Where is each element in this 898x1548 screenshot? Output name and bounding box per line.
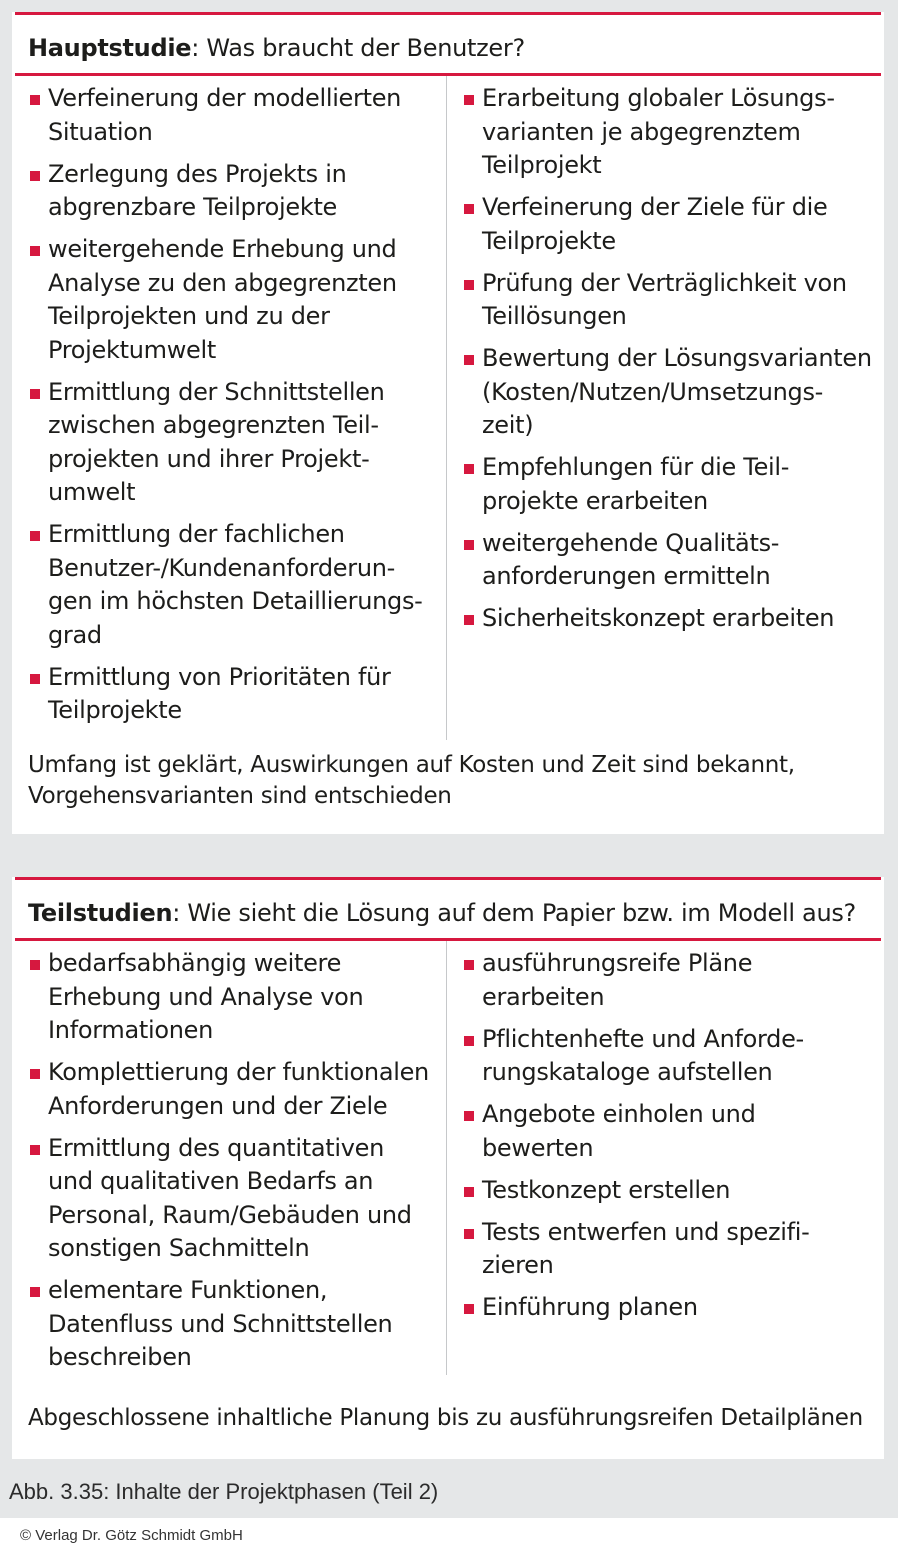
list-item-text: und qualitativen Bedarfs an bbox=[48, 1167, 374, 1195]
list-item-text: Angebote einholen und bbox=[482, 1100, 756, 1128]
panel-heading bbox=[28, 897, 856, 929]
square-bullet-icon bbox=[464, 960, 474, 970]
list-item-text: elementare Funktionen, bbox=[48, 1276, 328, 1304]
list-item-text: sonstigen Sachmitteln bbox=[48, 1234, 310, 1262]
list-item bbox=[462, 451, 872, 518]
top-accent-rule bbox=[15, 877, 881, 880]
list-item-text: umwelt bbox=[48, 478, 136, 506]
square-bullet-icon bbox=[464, 1304, 474, 1314]
heading-accent-rule bbox=[15, 938, 881, 941]
list-item-text: Projektumwelt bbox=[48, 335, 216, 364]
column-divider bbox=[446, 76, 447, 740]
heading-rest: : Wie sieht die Lösung auf dem Papier bzw. im Modell aus? bbox=[172, 899, 856, 927]
list-item-text: Teillösungen bbox=[482, 302, 627, 330]
list-item-text: Teilprojekte bbox=[48, 696, 182, 724]
heading-bold: Teilstudien bbox=[28, 899, 173, 927]
list-item-text: Bewertung der Lösungsvarianten bbox=[482, 344, 872, 372]
square-bullet-icon bbox=[464, 1111, 474, 1121]
list-item bbox=[28, 1274, 440, 1375]
square-bullet-icon bbox=[30, 1145, 40, 1155]
square-bullet-icon bbox=[464, 280, 474, 290]
list-item bbox=[462, 1098, 872, 1165]
list-item bbox=[28, 947, 440, 1048]
list-item bbox=[462, 267, 872, 334]
heading-accent-rule bbox=[15, 73, 881, 76]
list-item-text: zeit) bbox=[482, 411, 534, 439]
right-column-list bbox=[462, 82, 872, 644]
list-item-text: Empfehlungen für die Teil- bbox=[482, 453, 790, 481]
list-item bbox=[28, 1132, 440, 1266]
list-item bbox=[462, 602, 872, 636]
list-item-text: (Kosten/Nutzen/Umsetzungs- bbox=[482, 377, 824, 406]
list-item-text: abgrenzbare Teilprojekte bbox=[48, 193, 338, 221]
list-item-text: bewerten bbox=[482, 1133, 594, 1162]
summary-line: Vorgehensvarianten sind entschieden bbox=[28, 783, 452, 809]
copyright-text: © Verlag Dr. Götz Schmidt GmbH bbox=[20, 1527, 243, 1544]
list-item bbox=[462, 947, 872, 1014]
list-item-text: Einführung planen bbox=[482, 1293, 698, 1321]
square-bullet-icon bbox=[30, 674, 40, 684]
list-item-text: Erhebung und Analyse von bbox=[48, 982, 364, 1011]
square-bullet-icon bbox=[464, 355, 474, 365]
column-divider bbox=[446, 941, 447, 1375]
square-bullet-icon bbox=[464, 204, 474, 214]
hauptstudie-panel bbox=[12, 12, 884, 834]
list-item-text: Datenfluss und Schnittstellen bbox=[48, 1309, 393, 1338]
list-item bbox=[28, 376, 440, 510]
list-item bbox=[462, 342, 872, 443]
summary-line: Umfang ist geklärt, Auswirkungen auf Kosten und Zeit sind bekannt, bbox=[28, 752, 795, 778]
square-bullet-icon bbox=[464, 540, 474, 550]
panel-heading bbox=[28, 32, 525, 64]
heading-bold: Hauptstudie bbox=[28, 34, 192, 62]
list-item-text: zieren bbox=[482, 1251, 554, 1279]
list-item-text: Prüfung der Verträglichkeit von bbox=[482, 268, 847, 297]
list-item-text: ausführungsreife Pläne bbox=[482, 949, 753, 977]
list-item-text: Sicherheitskonzept erarbeiten bbox=[482, 604, 835, 632]
list-item-text: weitergehende Erhebung und bbox=[48, 235, 397, 263]
list-item-text: rungskataloge aufstellen bbox=[482, 1058, 773, 1086]
list-item-text: Informationen bbox=[48, 1016, 214, 1044]
list-item-text: Ermittlung der Schnittstellen bbox=[48, 377, 385, 406]
list-item bbox=[462, 82, 872, 183]
square-bullet-icon bbox=[30, 171, 40, 181]
list-item-text: Zerlegung des Projekts in bbox=[48, 159, 347, 188]
list-item bbox=[462, 1291, 872, 1325]
list-item-text: Teilprojekt bbox=[482, 151, 602, 179]
list-item bbox=[462, 191, 872, 258]
list-item-text: gen im höchsten Detaillierungs- bbox=[48, 587, 423, 615]
left-column-list bbox=[28, 82, 440, 736]
list-item-text: Komplettierung der funktionalen bbox=[48, 1058, 429, 1086]
list-item-text: Situation bbox=[48, 117, 153, 146]
list-item-text: Personal, Raum/Gebäuden und bbox=[48, 1200, 412, 1229]
list-item bbox=[28, 158, 440, 225]
square-bullet-icon bbox=[30, 95, 40, 105]
square-bullet-icon bbox=[30, 531, 40, 541]
list-item-text: Benutzer-/Kundenanforderun- bbox=[48, 553, 396, 582]
list-item-text: projekte erarbeiten bbox=[482, 486, 708, 515]
list-item bbox=[462, 1216, 872, 1283]
square-bullet-icon bbox=[464, 95, 474, 105]
square-bullet-icon bbox=[464, 615, 474, 625]
panel-summary bbox=[28, 750, 868, 812]
left-column-list bbox=[28, 947, 440, 1383]
list-item-text: weitergehende Qualitäts- bbox=[482, 528, 780, 557]
list-item-text: varianten je abgegrenztem bbox=[482, 117, 801, 146]
square-bullet-icon bbox=[30, 246, 40, 256]
list-item bbox=[28, 661, 440, 728]
list-item-text: beschreiben bbox=[48, 1343, 192, 1371]
square-bullet-icon bbox=[464, 464, 474, 474]
list-item-text: Teilprojekte bbox=[482, 226, 616, 255]
square-bullet-icon bbox=[30, 389, 40, 399]
square-bullet-icon bbox=[464, 1187, 474, 1197]
list-item-text: zwischen abgegrenzten Teil- bbox=[48, 411, 379, 439]
list-item bbox=[28, 233, 440, 367]
list-item-text: grad bbox=[48, 620, 102, 649]
copyright-bar bbox=[0, 1518, 898, 1548]
list-item-text: bedarfsabhängig weitere bbox=[48, 949, 342, 977]
list-item-text: Ermittlung der fachlichen bbox=[48, 520, 345, 548]
list-item-text: Ermittlung von Prioritäten für bbox=[48, 662, 391, 691]
heading-rest: : Was braucht der Benutzer? bbox=[191, 34, 525, 62]
square-bullet-icon bbox=[30, 1069, 40, 1079]
list-item-text: Erarbeitung globaler Lösungs- bbox=[482, 84, 835, 112]
list-item bbox=[462, 527, 872, 594]
list-item-text: erarbeiten bbox=[482, 982, 605, 1011]
list-item bbox=[462, 1174, 872, 1208]
figure-caption: Abb. 3.35: Inhalte der Projektphasen (Teil 2) bbox=[9, 1479, 439, 1504]
top-accent-rule bbox=[15, 12, 881, 15]
list-item bbox=[462, 1023, 872, 1090]
teilstudien-panel bbox=[12, 877, 884, 1459]
square-bullet-icon bbox=[30, 1287, 40, 1297]
list-item-text: anforderungen ermitteln bbox=[482, 562, 771, 590]
list-item-text: Teilprojekten und zu der bbox=[48, 302, 330, 330]
list-item bbox=[28, 82, 440, 149]
list-item bbox=[28, 518, 440, 652]
right-column-list bbox=[462, 947, 872, 1333]
list-item-text: Verfeinerung der Ziele für die bbox=[482, 193, 828, 221]
list-item-text: projekten und ihrer Projekt- bbox=[48, 444, 370, 473]
list-item-text: Anforderungen und der Ziele bbox=[48, 1091, 388, 1120]
panel-summary bbox=[28, 1403, 868, 1434]
square-bullet-icon bbox=[464, 1229, 474, 1239]
list-item bbox=[28, 1056, 440, 1123]
list-item-text: Verfeinerung der modellierten bbox=[48, 84, 402, 112]
list-item-text: Tests entwerfen und spezifi- bbox=[482, 1217, 810, 1246]
list-item-text: Ermittlung des quantitativen bbox=[48, 1133, 384, 1162]
list-item-text: Analyse zu den abgegrenzten bbox=[48, 268, 397, 297]
list-item-text: Pflichtenhefte und Anforde- bbox=[482, 1024, 804, 1053]
square-bullet-icon bbox=[30, 960, 40, 970]
square-bullet-icon bbox=[464, 1036, 474, 1046]
list-item-text: Testkonzept erstellen bbox=[482, 1175, 731, 1204]
summary-line: Abgeschlossene inhaltliche Planung bis zu ausführungsreifen Detailplänen bbox=[28, 1405, 863, 1431]
